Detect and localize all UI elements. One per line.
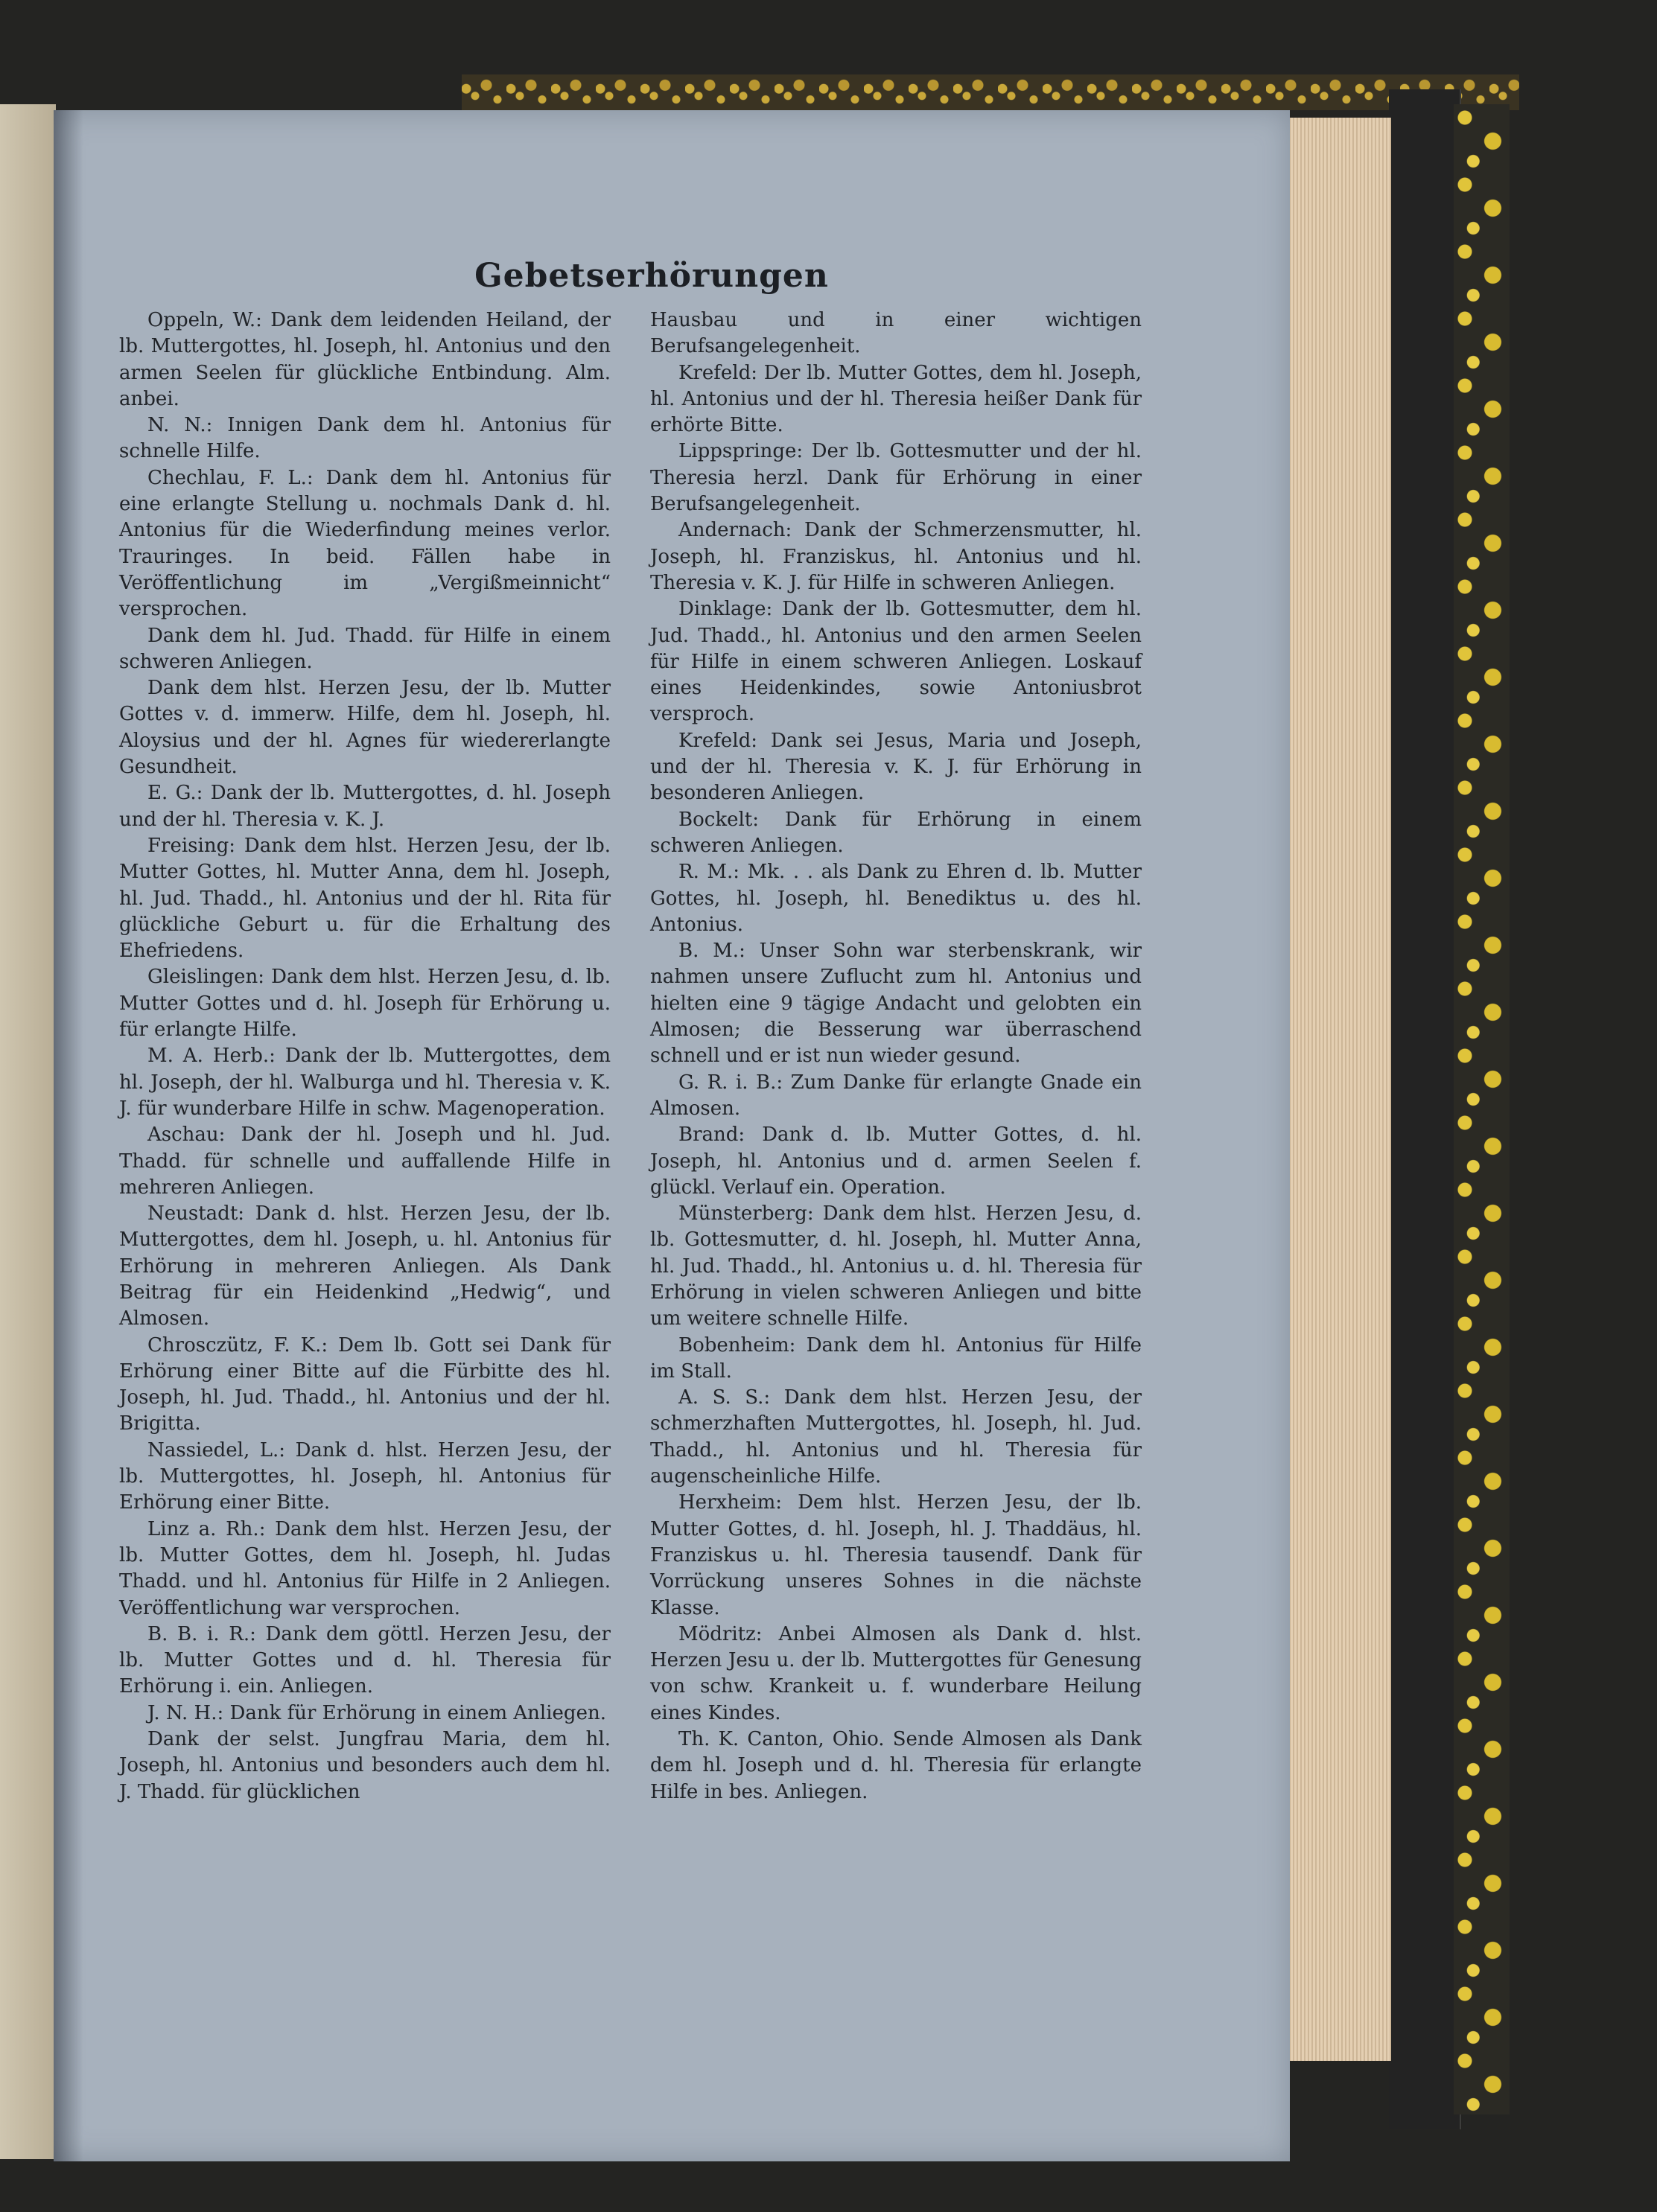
entry-paragraph: Mödritz: Anbei Almosen als Dank d. hlst. Herzen Jesu u. der lb. Muttergottes für Genesung von schw. Krankeit u. f. wunderbare Heilung eines Kindes.: [650, 1622, 1142, 1724]
entry-paragraph: Oppeln, W.: Dank dem leidenden Heiland, der lb. Muttergottes, hl. Joseph, hl. Antonius und den armen Seelen für glückliche Entbindung. Alm. anbei.: [119, 309, 611, 410]
entry-paragraph: Linz a. Rh.: Dank dem hlst. Herzen Jesu, der lb. Mutter Gottes, dem hl. Joseph, hl. Judas Thadd. und hl. Antonius für Hilfe in 2 Anliegen. Veröffentlichung war versprochen.: [119, 1517, 611, 1619]
entry-paragraph: Hausbau und in einer wichtigen Berufsangelegenheit.: [650, 309, 1142, 358]
entry-paragraph: Krefeld: Der lb. Mutter Gottes, dem hl. Joseph, hl. Antonius und der hl. Theresia heißer Dank für erhörte Bitte.: [650, 361, 1142, 437]
paper-block-edges: [1279, 118, 1391, 2061]
gutter-shadow: [54, 110, 83, 2161]
marbled-cover-top: [462, 74, 1519, 110]
entry-paragraph: Dank dem hlst. Herzen Jesu, der lb. Mutter Gottes v. d. immerw. Hilfe, dem hl. Joseph, hl. Aloysius und der hl. Agnes für wiedererlangte Gesundheit.: [119, 677, 611, 779]
entry-paragraph: Nassiedel, L.: Dank d. hlst. Herzen Jesu, der lb. Muttergottes, hl. Joseph, hl. Antonius für Erhörung einer Bitte.: [119, 1438, 611, 1514]
entry-paragraph: Bockelt: Dank für Erhörung in einem schweren Anliegen.: [650, 808, 1142, 857]
entry-paragraph: Aschau: Dank der hl. Joseph und hl. Jud. Thadd. für schnelle und auffallende Hilfe in mehreren Anliegen.: [119, 1123, 611, 1199]
entry-paragraph: J. N. H.: Dank für Erhörung in einem Anliegen.: [147, 1701, 606, 1724]
entry-paragraph: G. R. i. B.: Zum Danke für erlangte Gnade ein Almosen.: [650, 1071, 1142, 1120]
entry-paragraph: N. N.: Innigen Dank dem hl. Antonius für schnelle Hilfe.: [119, 414, 611, 463]
previous-page-edge: [0, 104, 56, 2159]
book-cover-edge: [1389, 89, 1461, 2129]
entry-paragraph: Neustadt: Dank d. hlst. Herzen Jesu, der lb. Muttergottes, dem hl. Joseph, u. hl. Antonius für Erhörung in mehreren Anliegen. Als Dank Beitrag für ein Heidenkind „Hedwig“, und Almosen.: [119, 1202, 611, 1330]
entry-paragraph: Bobenheim: Dank dem hl. Antonius für Hilfe im Stall.: [650, 1333, 1142, 1383]
entry-paragraph: Krefeld: Dank sei Jesus, Maria und Joseph, und der hl. Theresia v. K. J. für Erhörung in besonderen Anliegen.: [650, 729, 1142, 805]
entry-paragraph: Chrosczütz, F. K.: Dem lb. Gott sei Dank für Erhörung einer Bitte auf die Fürbitte des hl. Joseph, hl. Jud. Thadd., hl. Antonius und der hl. Brigitta.: [119, 1333, 611, 1435]
entry-paragraph: Th. K. Canton, Ohio. Sende Almosen als Dank dem hl. Joseph und d. hl. Theresia für erlangte Hilfe in bes. Anliegen.: [650, 1728, 1142, 1803]
entry-paragraph: E. G.: Dank der lb. Muttergottes, d. hl. Joseph und der hl. Theresia v. K. J.: [119, 782, 611, 831]
entry-paragraph: Brand: Dank d. lb. Mutter Gottes, d. hl. Joseph, hl. Antonius und d. armen Seelen f. glückl. Verlauf ein. Operation.: [650, 1123, 1142, 1199]
entry-paragraph: Gleislingen: Dank dem hlst. Herzen Jesu, d. lb. Mutter Gottes und d. hl. Joseph für Erhörung u. für erlangte Hilfe.: [119, 966, 611, 1042]
entry-paragraph: B. M.: Unser Sohn war sterbenskrank, wir nahmen unsere Zuflucht zum hl. Antonius und hielten eine 9 tägige Andacht und gelobten ein Almosen; die Besserung war überraschend schnell und er ist nun wieder gesund.: [650, 940, 1142, 1068]
marbled-cover-right: [1454, 104, 1510, 2114]
entry-paragraph: Chechlau, F. L.: Dank dem hl. Antonius für eine erlangte Stellung u. nochmals Dank d. hl. Antonius für die Wiederfindung meines verlor. Trauringes. In beid. Fällen habe in Veröffentlichung im „Vergißmeinnicht“ versprochen.: [119, 466, 611, 621]
entry-paragraph: Münsterberg: Dank dem hlst. Herzen Jesu, d. lb. Gottesmutter, d. hl. Joseph, hl. Mutter Anna, hl. Jud. Thadd., hl. Antonius u. d. hl. Theresia für Erhörung in vielen schweren Anliegen und bitte um weitere schnelle Hilfe.: [650, 1202, 1142, 1330]
entry-paragraph: Dank der selst. Jungfrau Maria, dem hl. Joseph, hl. Antonius und besonders auch dem hl. J. Thadd. für glücklichen: [119, 1728, 611, 1803]
entry-paragraph: Dank dem hl. Jud. Thadd. für Hilfe in einem schweren Anliegen.: [119, 624, 611, 673]
entry-paragraph: M. A. Herb.: Dank der lb. Muttergottes, dem hl. Joseph, der hl. Walburga und hl. Theresia v. K. J. für wunderbare Hilfe in schw. Magenoperation.: [119, 1045, 611, 1120]
entry-paragraph: Dinklage: Dank der lb. Gottesmutter, dem hl. Jud. Thadd., hl. Antonius und den armen Seelen für Hilfe in einem schweren Anliegen. Loskauf eines Heidenkindes, sowie Antoniusbrot versproch.: [650, 598, 1142, 726]
entry-paragraph: Herxheim: Dem hlst. Herzen Jesu, der lb. Mutter Gottes, d. hl. Joseph, hl. J. Thaddäus, hl. Franziskus u. hl. Theresia tausendf. Dank für Vorrückung unseres Sohnes in die nächste Klasse.: [650, 1491, 1142, 1619]
entry-paragraph: Freising: Dank dem hlst. Herzen Jesu, der lb. Mutter Gottes, hl. Mutter Anna, dem hl. Joseph, hl. Jud. Thadd., hl. Antonius und der hl. Rita für glückliche Geburt u. für die Erhaltung des Ehefriedens.: [119, 834, 611, 963]
entry-paragraph: A. S. S.: Dank dem hlst. Herzen Jesu, der schmerzhaften Muttergottes, hl. Joseph, hl. Jud. Thadd., hl. Antonius und hl. Theresia für augenscheinliche Hilfe.: [650, 1386, 1142, 1488]
page-heading: Gebetserhörungen: [474, 257, 829, 295]
entry-paragraph: R. M.: Mk. . . als Dank zu Ehren d. lb. Mutter Gottes, hl. Joseph, hl. Benediktus u. des hl. Antonius.: [650, 861, 1142, 936]
entry-paragraph: Lippspringe: Der lb. Gottesmutter und der hl. Theresia herzl. Dank für Erhörung in einer Berufsangelegenheit.: [650, 440, 1142, 516]
right-column: [650, 307, 1142, 1805]
left-column: [119, 307, 611, 1805]
entry-paragraph: Andernach: Dank der Schmerzensmutter, hl. Joseph, hl. Franziskus, hl. Antonius und hl. Theresia v. K. J. für Hilfe in schweren Anliegen.: [650, 519, 1142, 594]
entry-paragraph: B. B. i. R.: Dank dem göttl. Herzen Jesu, der lb. Mutter Gottes und d. hl. Theresia für Erhörung i. ein. Anliegen.: [119, 1622, 611, 1698]
